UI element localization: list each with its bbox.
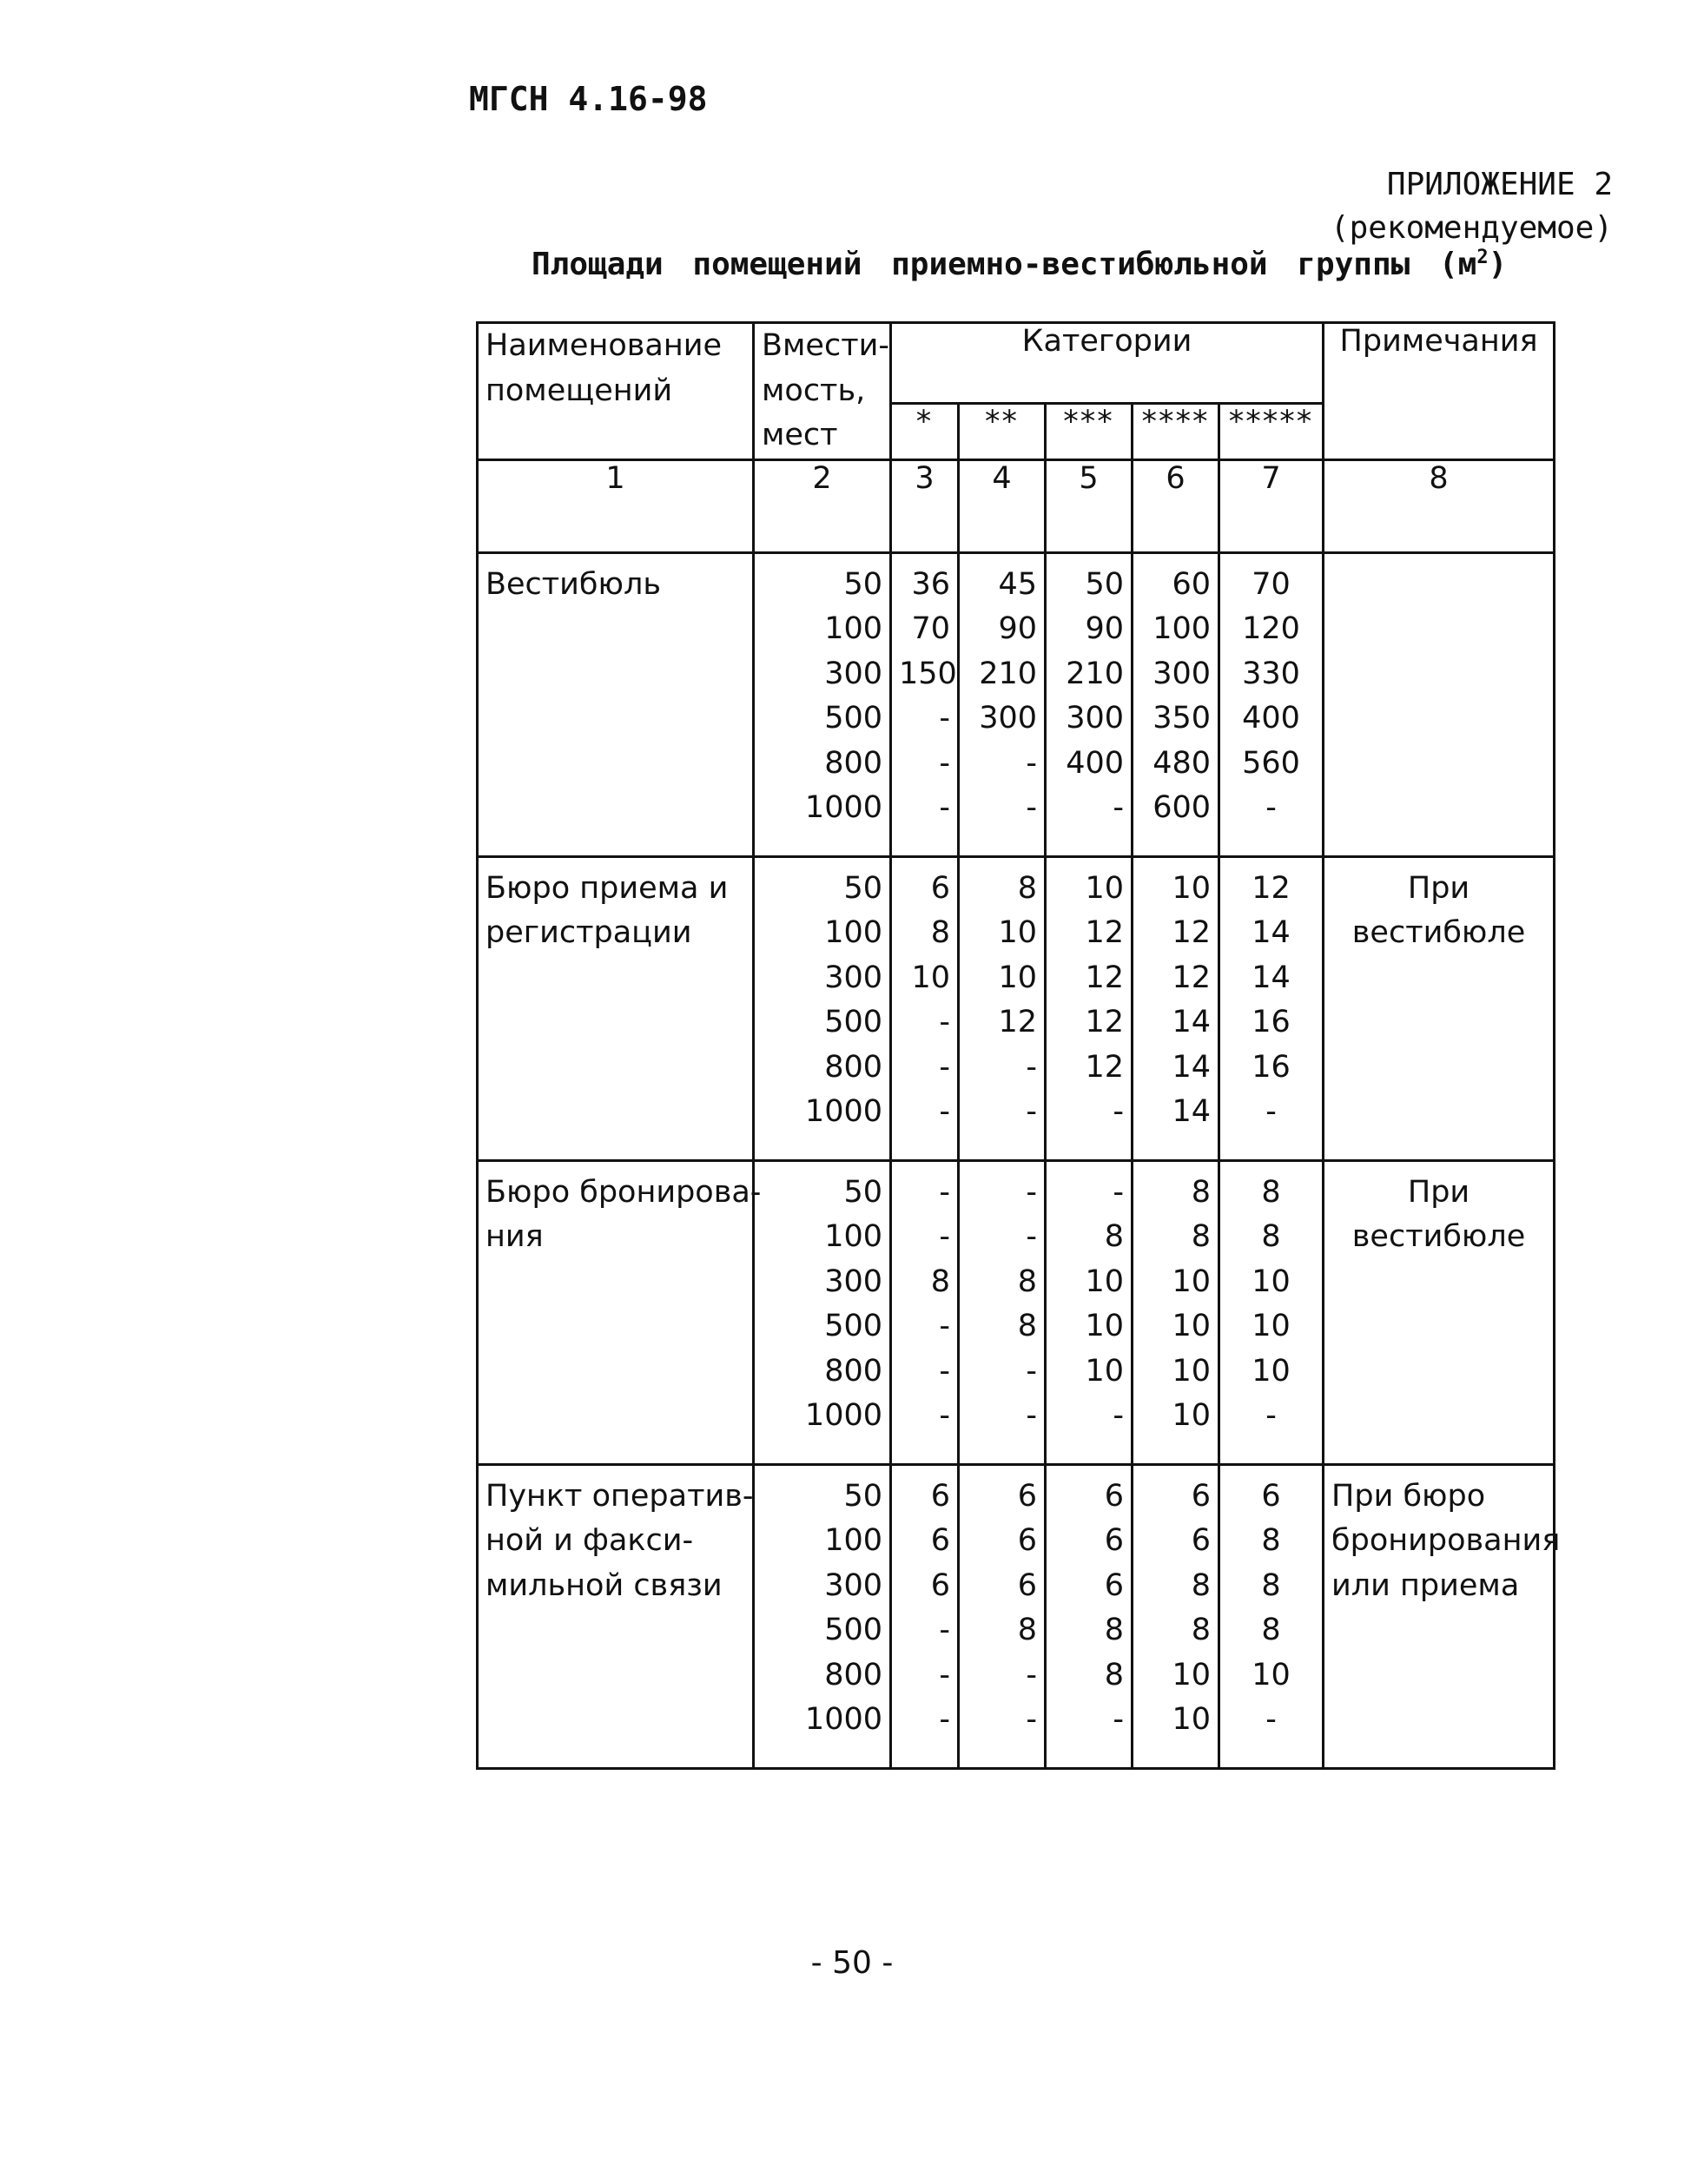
category-2-cell: 90 — [998, 611, 1037, 646]
capacity-cell: 300 — [824, 960, 882, 995]
capacity-cell: 100 — [824, 915, 882, 950]
table-row — [478, 1464, 1555, 1768]
category-3-cell: 12 — [1085, 960, 1124, 995]
capacity-cell: 1000 — [804, 790, 882, 825]
category-2-cell: - — [1026, 1657, 1037, 1692]
category-5-column — [1219, 1464, 1324, 1768]
category-1-cell: 6 — [930, 1567, 950, 1603]
table-title-close: ) — [1488, 247, 1508, 282]
capacity-cell: 50 — [843, 870, 882, 906]
stars-cell: ***** — [1219, 404, 1324, 459]
category-3-cell: - — [1113, 1174, 1124, 1210]
room-name-line: регистрации — [485, 915, 692, 950]
column-number: 2 — [754, 459, 891, 552]
category-1-column — [891, 856, 959, 1160]
appendix-title: ПРИЛОЖЕНИЕ 2 — [1386, 167, 1613, 202]
category-4-cell: 8 — [1191, 1174, 1211, 1210]
room-name-line: Бюро бронирова- — [485, 1174, 762, 1210]
category-1-column — [891, 1464, 959, 1768]
category-5-cell: 8 — [1261, 1523, 1281, 1558]
note-line: При — [1407, 1174, 1470, 1210]
category-4-cell: 10 — [1172, 1353, 1211, 1389]
capacity-cell: 100 — [824, 1219, 882, 1254]
table-row — [478, 856, 1555, 1160]
capacity-cell: 1000 — [804, 1702, 882, 1737]
category-5-cell: - — [1265, 1398, 1277, 1433]
category-2-cell: - — [1026, 1398, 1037, 1433]
category-4-cell: 8 — [1191, 1613, 1211, 1647]
capacity-cell: 500 — [824, 1309, 882, 1343]
category-2-cell: - — [1026, 1174, 1037, 1210]
category-2-cell: - — [1026, 1353, 1037, 1389]
category-3-column — [1046, 856, 1133, 1160]
category-3-cell: 6 — [1104, 1523, 1124, 1558]
column-number: 6 — [1133, 459, 1219, 552]
capacity-column — [754, 1464, 891, 1768]
capacity-cell: 1000 — [804, 1094, 882, 1129]
stars-cell: * — [891, 404, 959, 459]
column-number: 4 — [959, 459, 1046, 552]
column-number: 5 — [1046, 459, 1133, 552]
category-2-cell: 6 — [1017, 1567, 1037, 1603]
category-3-cell: 210 — [1066, 656, 1124, 691]
category-2-cell: 210 — [979, 656, 1037, 691]
capacity-cell: 100 — [824, 611, 882, 646]
room-name-cell — [478, 552, 754, 856]
category-5-cell: 8 — [1261, 1174, 1281, 1210]
category-1-cell: 8 — [930, 915, 950, 950]
category-3-cell: 10 — [1085, 1264, 1124, 1299]
capacity-cell: 300 — [824, 656, 882, 691]
category-3-cell: 300 — [1066, 701, 1124, 736]
table-body — [478, 552, 1561, 1768]
capacity-cell: 100 — [824, 1523, 882, 1558]
category-4-cell: 6 — [1191, 1478, 1211, 1514]
category-3-column — [1046, 1464, 1133, 1768]
category-5-cell: - — [1265, 790, 1277, 825]
note-line: или приема — [1331, 1567, 1520, 1603]
table-row — [478, 552, 1555, 856]
category-4-column — [1133, 1464, 1219, 1768]
capacity-column — [754, 552, 891, 856]
capacity-column — [754, 1160, 891, 1464]
rooms-area-table — [476, 321, 1561, 1770]
category-2-cell: 8 — [1017, 870, 1037, 906]
category-1-cell: - — [939, 1094, 950, 1129]
category-5-cell: 400 — [1242, 701, 1300, 736]
room-name-line: ния — [485, 1219, 544, 1254]
note-line: бронирования — [1331, 1523, 1561, 1558]
category-5-cell: 10 — [1252, 1657, 1291, 1692]
category-2-column — [959, 1160, 1046, 1464]
capacity-cell: 50 — [843, 1174, 882, 1210]
notes-cell — [1324, 1160, 1555, 1464]
capacity-column — [754, 856, 891, 1160]
category-4-cell: 10 — [1172, 1398, 1211, 1433]
category-4-cell: 480 — [1153, 745, 1211, 781]
column-number: 7 — [1219, 459, 1324, 552]
category-2-cell: - — [1026, 1094, 1037, 1129]
stars-cell: *** — [1046, 404, 1133, 459]
category-2-cell: - — [1026, 1702, 1037, 1737]
header-categories: Категории — [891, 323, 1324, 404]
category-3-cell: 12 — [1085, 1049, 1124, 1085]
category-4-cell: 350 — [1153, 701, 1211, 736]
category-4-cell: 10 — [1172, 1702, 1211, 1737]
category-4-cell: 10 — [1172, 870, 1211, 906]
category-4-cell: 100 — [1153, 611, 1211, 646]
category-3-cell: - — [1113, 790, 1124, 825]
category-2-cell: 45 — [998, 566, 1037, 602]
category-5-cell: 10 — [1252, 1353, 1291, 1389]
note-line: При — [1407, 870, 1470, 906]
category-5-cell: 16 — [1252, 1005, 1291, 1039]
category-4-cell: 8 — [1191, 1219, 1211, 1254]
category-1-cell: - — [939, 1398, 950, 1433]
category-4-cell: 10 — [1172, 1309, 1211, 1343]
capacity-cell: 500 — [824, 1005, 882, 1039]
category-1-cell: 150 — [899, 656, 957, 691]
category-4-cell: 60 — [1172, 566, 1211, 602]
notes-cell — [1324, 856, 1555, 1160]
category-5-cell: 6 — [1261, 1478, 1281, 1514]
category-3-column — [1046, 552, 1133, 856]
page-number: - 50 - — [810, 1945, 894, 1981]
capacity-cell: 800 — [824, 1049, 882, 1085]
category-4-cell: 10 — [1172, 1264, 1211, 1299]
category-1-cell: - — [939, 701, 950, 736]
category-1-column — [891, 552, 959, 856]
capacity-cell: 300 — [824, 1264, 882, 1299]
category-5-cell: 8 — [1261, 1567, 1281, 1603]
capacity-cell: 800 — [824, 1657, 882, 1692]
category-3-cell: - — [1113, 1398, 1124, 1433]
category-3-cell: 50 — [1085, 566, 1124, 602]
category-3-cell: 8 — [1104, 1657, 1124, 1692]
room-name-line: Пункт оператив- — [485, 1478, 754, 1514]
category-5-column — [1219, 856, 1324, 1160]
room-name-line: Вестибюль — [485, 566, 661, 602]
category-3-cell: 12 — [1085, 915, 1124, 950]
header-capacity — [754, 323, 891, 460]
category-3-cell: 8 — [1104, 1219, 1124, 1254]
category-4-cell: 300 — [1153, 656, 1211, 691]
category-1-cell: 36 — [911, 566, 950, 602]
category-4-cell: 12 — [1172, 915, 1211, 950]
category-2-cell: 8 — [1017, 1613, 1037, 1647]
note-line: При бюро — [1331, 1478, 1486, 1514]
category-5-column — [1219, 552, 1324, 856]
column-number: 1 — [478, 459, 754, 552]
category-2-cell: 6 — [1017, 1478, 1037, 1514]
notes-cell — [1324, 1464, 1561, 1768]
room-name-cell — [478, 856, 754, 1160]
category-1-column — [891, 1160, 959, 1464]
category-5-cell: 330 — [1242, 656, 1300, 691]
category-1-cell: - — [939, 745, 950, 781]
room-name-line: ной и факси- — [485, 1523, 694, 1558]
category-3-column — [1046, 1160, 1133, 1464]
table-title-superscript: 2 — [1476, 247, 1489, 268]
category-1-cell: - — [939, 1049, 950, 1085]
category-4-cell: 14 — [1172, 1094, 1211, 1129]
capacity-cell: 500 — [824, 1613, 882, 1647]
category-5-cell: 14 — [1252, 960, 1291, 995]
category-3-cell: 6 — [1104, 1478, 1124, 1514]
category-1-cell: - — [939, 1657, 950, 1692]
header-name — [478, 323, 754, 460]
capacity-cell: 50 — [843, 566, 882, 602]
header-capacity-line: Вмести- — [762, 328, 889, 363]
category-4-cell: 8 — [1191, 1567, 1211, 1603]
note-line: вестибюле — [1351, 1219, 1526, 1254]
note-line: вестибюле — [1351, 915, 1526, 950]
category-1-cell: 6 — [930, 1523, 950, 1558]
category-2-cell: 300 — [979, 701, 1037, 736]
category-3-cell: 90 — [1085, 611, 1124, 646]
category-1-cell: - — [939, 790, 950, 825]
category-2-cell: - — [1026, 790, 1037, 825]
category-3-cell: 10 — [1085, 870, 1124, 906]
notes-cell — [1324, 552, 1555, 856]
category-3-cell: - — [1113, 1094, 1124, 1129]
capacity-cell: 300 — [824, 1567, 882, 1603]
category-3-cell: 8 — [1104, 1613, 1124, 1647]
category-5-cell: 8 — [1261, 1219, 1281, 1254]
category-4-cell: 6 — [1191, 1523, 1211, 1558]
capacity-cell: 500 — [824, 701, 882, 736]
appendix-status: (рекомендуемое) — [1330, 210, 1613, 246]
category-5-column — [1219, 1160, 1324, 1464]
category-2-cell: 8 — [1017, 1264, 1037, 1299]
category-4-cell: 14 — [1172, 1049, 1211, 1085]
room-name-cell — [478, 1160, 762, 1464]
table-title-text: Площади помещений приемно-вестибюльной группы (м — [532, 247, 1477, 282]
category-5-cell: 120 — [1242, 611, 1300, 646]
table-row — [478, 1160, 1555, 1464]
category-4-column — [1133, 552, 1219, 856]
category-3-cell: 400 — [1066, 745, 1124, 781]
category-3-cell: 6 — [1104, 1567, 1124, 1603]
category-2-cell: 12 — [998, 1005, 1037, 1039]
category-1-cell: 6 — [930, 1478, 950, 1514]
category-5-cell: 8 — [1261, 1613, 1281, 1647]
room-name-cell — [478, 1464, 754, 1768]
category-1-cell: - — [939, 1702, 950, 1737]
capacity-cell: 50 — [843, 1478, 882, 1514]
category-1-cell: - — [939, 1174, 950, 1210]
category-1-cell: - — [939, 1613, 950, 1647]
category-2-cell: 10 — [998, 915, 1037, 950]
category-3-cell: 10 — [1085, 1309, 1124, 1343]
category-4-cell: 10 — [1172, 1657, 1211, 1692]
capacity-cell: 800 — [824, 745, 882, 781]
category-1-cell: 8 — [930, 1264, 950, 1299]
category-4-column — [1133, 856, 1219, 1160]
category-2-column — [959, 552, 1046, 856]
document-code: МГСН 4.16-98 — [469, 80, 708, 118]
category-4-column — [1133, 1160, 1219, 1464]
category-4-cell: 600 — [1153, 790, 1211, 825]
category-5-cell: 10 — [1252, 1309, 1291, 1343]
category-2-column — [959, 856, 1046, 1160]
category-2-cell: 6 — [1017, 1523, 1037, 1558]
category-5-cell: 70 — [1252, 566, 1291, 602]
category-3-cell: 12 — [1085, 1005, 1124, 1039]
capacity-cell: 1000 — [804, 1398, 882, 1433]
category-1-cell: - — [939, 1005, 950, 1039]
category-1-cell: - — [939, 1353, 950, 1389]
column-number: 8 — [1324, 459, 1555, 552]
category-5-cell: 10 — [1252, 1264, 1291, 1299]
header-capacity-line: мость, — [762, 373, 866, 408]
room-name-line: Бюро приема и — [485, 870, 729, 906]
category-3-cell: 10 — [1085, 1353, 1124, 1389]
category-1-cell: - — [939, 1309, 950, 1343]
category-5-cell: 560 — [1242, 745, 1300, 781]
category-2-cell: - — [1026, 1219, 1037, 1254]
category-3-cell: - — [1113, 1702, 1124, 1737]
stars-cell: **** — [1133, 404, 1219, 459]
header-notes: Примечания — [1324, 323, 1555, 460]
category-5-cell: - — [1265, 1702, 1277, 1737]
header-row — [478, 323, 1555, 404]
category-2-cell: 8 — [1017, 1309, 1037, 1343]
category-5-cell: 12 — [1252, 870, 1291, 906]
category-1-cell: - — [939, 1219, 950, 1254]
category-5-cell: 16 — [1252, 1049, 1291, 1085]
category-1-cell: 70 — [911, 611, 950, 646]
category-1-cell: 6 — [930, 870, 950, 906]
header-capacity-line: мест — [762, 418, 838, 452]
stars-cell: ** — [959, 404, 1046, 459]
column-numbers-row — [478, 459, 1555, 552]
category-5-cell: - — [1265, 1094, 1277, 1129]
capacity-cell: 800 — [824, 1353, 882, 1389]
category-5-cell: 14 — [1252, 915, 1291, 950]
header-name-line: помещений — [485, 373, 673, 408]
category-4-cell: 12 — [1172, 960, 1211, 995]
room-name-line: мильной связи — [485, 1567, 723, 1603]
category-2-cell: - — [1026, 1049, 1037, 1085]
header-name-line: Наименование — [485, 328, 722, 363]
appendix-label — [1331, 163, 1613, 250]
category-1-cell: 10 — [911, 960, 950, 995]
category-2-cell: 10 — [998, 960, 1037, 995]
table-title — [532, 247, 1507, 282]
column-number: 3 — [891, 459, 959, 552]
category-4-cell: 14 — [1172, 1005, 1211, 1039]
category-2-column — [959, 1464, 1046, 1768]
category-2-cell: - — [1026, 745, 1037, 781]
